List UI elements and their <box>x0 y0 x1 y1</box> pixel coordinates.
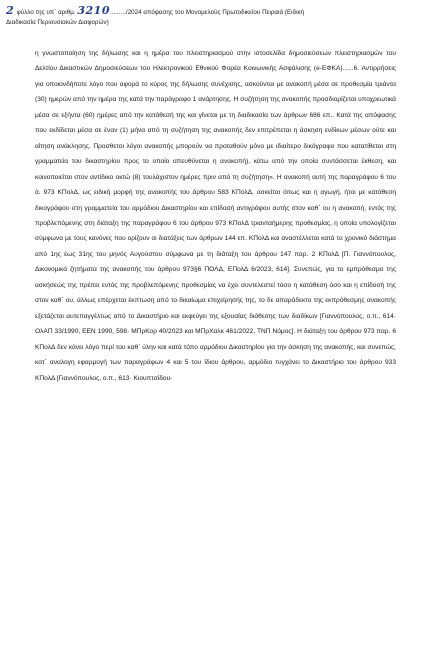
header-line-2: Διαδικασία Περιουσιακών Διαφορών) <box>6 18 109 26</box>
document-body <box>35 46 396 386</box>
body-paragraph: η γνωστοποίηση της δήλωσης και η ημέρα του πλειστηριασμού στην ιστοσελίδα δημοσιεύσεων πλειστηριασμών του Δελτίου Δικαστικών Δημοσιεύσεων του Ηλεκτρονικού Εθνικού Φορέα Κοινωνικής Ασφάλισης (e-ΕΦΚΑ)......6. Αντιρρήσεις για οποιονδήποτε λόγο που αφορά το κύρος της δήλωσης συνέχισης, ασκούνται με ανακοπή μέσα σε προθεσμία τριάντα (30) ημερών από την ημέρα της κατά την παράγραφο 1 ανάρτησης. Η συζήτηση της ανακοπής προσδιορίζεται υποχρεωτικά μέσα σε εξήντα (60) ημέρες από την κατάθεσή της και γίνεται με τη διαδικασία των άρθρων 686 επ.. Κατά της απόφασης που εκδίδεται μέσα σε έναν (1) μήνα από τη συζήτηση της ανακοπής δεν επιτρέπεται η άσκηση ενδίκων μέσων ούτε και αίτηση ανάκλησης. Προσθετοι λόγοι ανακοπής μπορούν να προταθούν μόνο με ιδιαίτερο δικόγραφο που κατατίθεται στη γραμματεία του δικαστηρίου προς το οποίο απευθύνεται η ανακοπή), κάτω από την οποία συντάσσεται έκθεση, και κοινοποιείται στον αντίδικο οκτώ (8) τουλάχιστον ημέρες πριν από τη συζήτηση». Η ανακοπή αυτή της παραγράφου 6 του ά. 973 ΚΠολΔ, ως ειδική μορφή της ανακοπής του άρθρου 583 ΚΠολΔ, ασκείται όπως και η αγωγή, ήτοι με κατάθεση δικογράφου στη γραμματεία του αρμόδιου Δικαστηρίου και επίδοσή αντιγράφου αυτής στον καθ΄ ου η ανακοπή, εντός της προβλεπόμενης στη διάταξη της παραγράφου 6 του άρθρου 973 ΚΠολΔ τριανταήμερης προθεσμίας, η οποία υπολογίζεται σύμφωνα με τους κανόνες που ορίζουν οι διατάξεις των άρθρων 144 επ. ΚΠολΔ και αναστέλλεται κατά το χρονικό διάστημα από 1ης έως 31ης του μηνός Αυγούστου σύμφωνα με τη διάταξη του άρθρου 147 παρ. 2 ΚΠολΔ [Π. Γιαννόπουλος, Δικονομικά ζητήματα της ανακοπής του άρθρου 973§6 ΠΟΛΔ, ΕΠολΔ 6/2023, 614]. Συνεπώς, για το εμπρόθεσμο της ασκήσεώς της πρέπει εντός της προβλεπόμενης προθεσμίας να έχει συντελεστεί τόσο η κατάθεση όσο και η επίδοσή της στον καθ΄ ου, άλλως επέρχεται έκπτωση από το δικαίωμα επιχείρησής της, το δε απαράδεκτο της εκπρόθεσμης ανακοπής εξετάζεται αυτεπαγγέλτως από το Δικαστήριο και εκφεύγει της εξουσίας διάθεσης των διαδίκων [Γιαννόπουλος, ο.π., 614· ΟλΑΠ 33/1990, ΕΕΝ 1990, 598· ΜΠρΚορ 40/2023 και ΜΠρΧαλκ 461/2022, ΤΝΠ Νόμος]. Η διάταξη του άρθρου 973 παρ. 6 ΚΠολΔ δεν κάνει λόγο περί του καθ΄ ύλην και κατά τόπο αρμόδιου Δικαστηρίου για την άσκηση της ανακοπής, και συνεπώς, κατ΄ αναλογη εφαρμογή των παραγράφων 4 και 5 του ίδιου άρθρου, αρμόδιο τυγχάνει το Δικαστήριο του άρθρου 933 ΚΠολΔ [Γιαννόπουλος, ο.π., 613· Κιουπτσίδου- <box>35 50 396 382</box>
header-prefix: φύλλο της υπ΄ αριθμ. <box>16 9 76 16</box>
handwritten-page-number: 2 <box>6 4 14 17</box>
header-line-1 <box>6 6 422 18</box>
handwritten-decision-number: 3210 <box>77 4 110 17</box>
header-line-1-rest: ........./2024 απόφασης του Μονομελούς Πρωτοδικείου Πειραιά (Ειδική <box>110 9 305 16</box>
page-header <box>6 6 422 27</box>
